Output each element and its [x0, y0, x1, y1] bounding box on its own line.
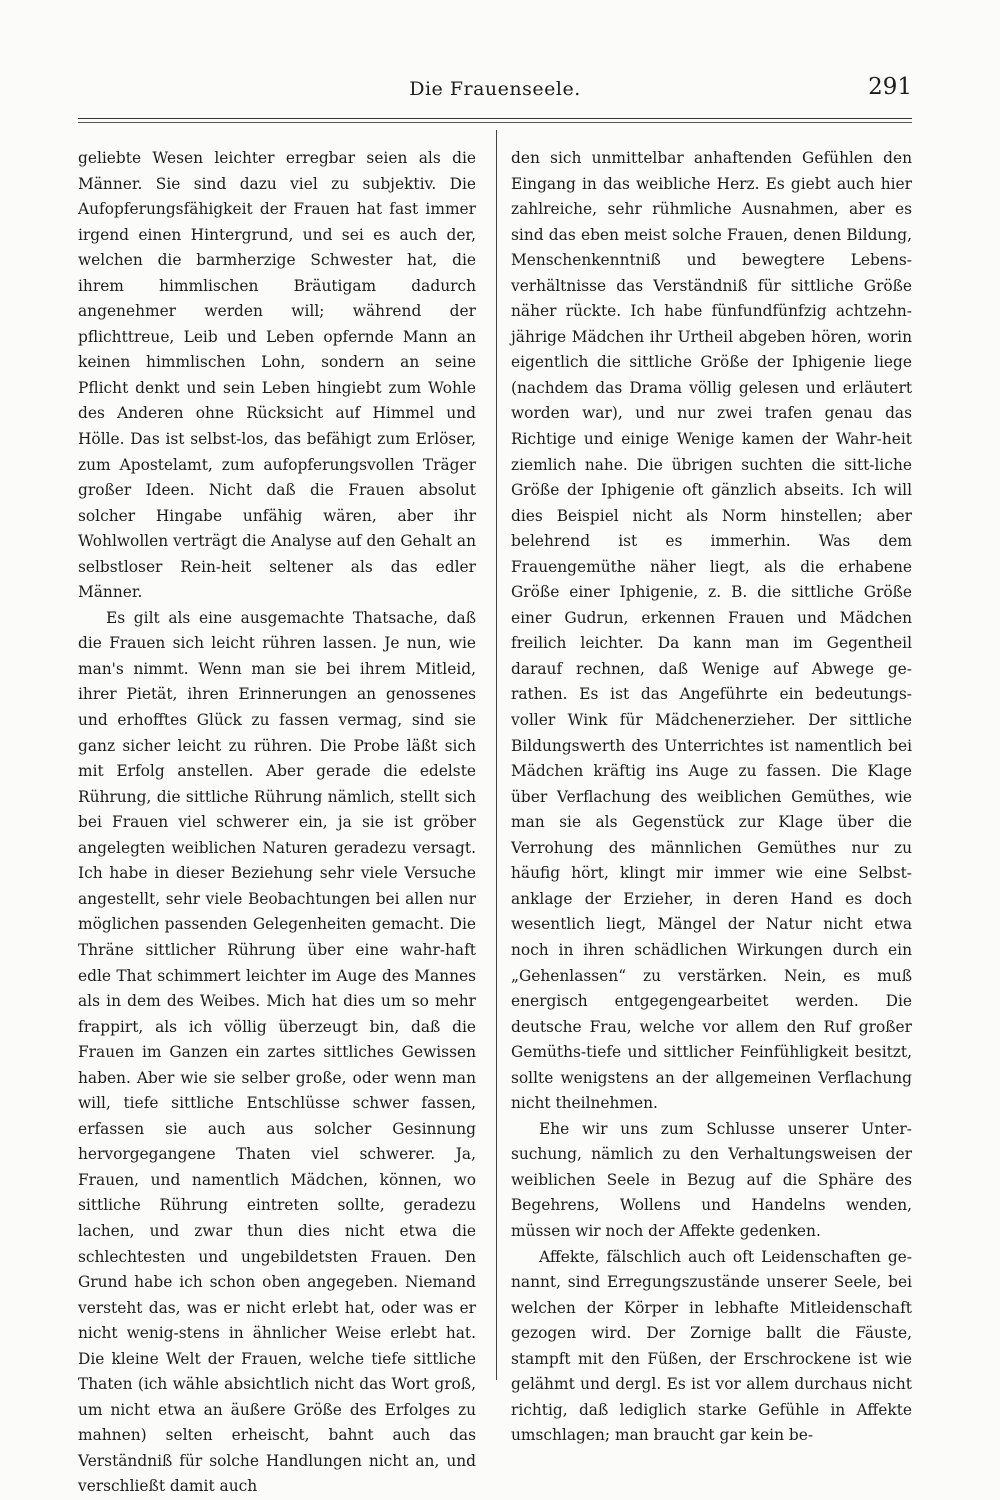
page-number: 291: [868, 74, 912, 100]
right-column: [511, 146, 912, 1445]
paragraph: Es gilt als eine ausgemachte Thatsache, daß die Frauen sich leicht rühren lassen. Je nun, wie man's nimmt. Wenn man sie bei ihrem Mitleid, ihrer Pietät, ihren Erinnerungen an genossenes und erhofftes Glück zu fassen vermag, sind sie ganz sicher leicht zu rühren. Die Probe läßt sich mit Erfolg anstellen. Aber gerade die edelste Rührung, die sittliche Rührung nämlich, stellt sich bei Frauen viel schwerer ein, ja sie ist gröber angelegten weiblichen Naturen geradezu versagt. Ich habe in dieser Beziehung sehr viele Versuche angestellt, sehr viele Beobachtungen bei allen nur möglichen passenden Gelegenheiten gemacht. Die Thräne sittlicher Rührung über eine wahr-haft edle That schimmert leichter im Auge des Mannes als in dem des Weibes. Mich hat dies um so mehr frappirt, als ich völlig überzeugt bin, daß die Frauen im Ganzen ein zartes sittliches Gewissen haben. Aber wie sie selber große, oder wenn man will, tiefe sittliche Entschlüsse schwer fassen, erfassen sie auch aus solcher Gesinnung hervorgegangene Thaten viel schwerer. Ja, Frauen, und namentlich Mädchen, können, wo sittliche Rührung eintreten sollte, geradezu lachen, und zwar thun dies nicht etwa die schlechtesten und ungebildetsten Frauen. Den Grund habe ich schon oben angegeben. Niemand versteht das, was er nicht erlebt hat, oder was er nicht wenig-stens in ähnlicher Weise erlebt hat. Die kleine Welt der Frauen, welche tiefe sittliche Thaten (ich wähle absichtlich nicht das Wort groß, um nicht etwa an äußere Größe des Erfolges zu mahnen) selten erheischt, bahnt auch das Verständniß für solche Handlungen nicht an, und verschließt damit auch: [78, 608, 476, 1496]
column-divider: [496, 130, 497, 1380]
left-column: [78, 146, 476, 1496]
paragraph: den sich unmittelbar anhaftenden Gefühlen den Eingang in das weibliche Herz. Es giebt auch hier zahlreiche, sehr rühmliche Ausnahmen, aber es sind das eben meist solche Frauen, denen Bildung, Menschenkenntniß und bewegtere Lebens-verhältnisse das Verständniß für sittliche Größe näher rückte. Ich habe fünfundfünfzig achtzehn-jährige Mädchen ihr Urtheil abgeben hören, worin eigentlich die sittliche Größe der Iphigenie liege (nachdem das Drama völlig gelesen und erläutert worden war), und nur zwei trafen genau das Richtige und einige Wenige kamen der Wahr-heit ziemlich nahe. Die übrigen suchten die sitt-liche Größe der Iphigenie oft gänzlich abseits. Ich will dies Beispiel nicht als Norm hinstellen; aber belehrend ist es immerhin. Was dem Frauengemüthe näher liegt, als die erhabene Größe einer Iphigenie, z. B. die sittliche Größe einer Gudrun, erkennen Frauen und Mädchen freilich leichter. Da kann man im Gegentheil darauf rechnen, daß Wenige auf Abwege ge-rathen. Es ist das Angeführte ein bedeutungs-voller Wink für Mädchenerzieher. Der sittliche Bildungswerth des Unterrichtes ist namentlich bei Mädchen kräftig ins Auge zu fassen. Die Klage über Verflachung des weiblichen Gemüthes, wie man sie als Gegenstück zur Klage über die Verrohung des männlichen Gemüthes nur zu häufig hört, klingt mir immer wie eine Selbst-anklage der Erzieher, in deren Hand es doch wesentlich liegt, Mängel der Natur nicht etwa noch in ihren schädlichen Wirkungen durch ein „Gehenlassen“ zu verstärken. Nein, es muß energisch entgegengearbeitet werden. Die deutsche Frau, welche vor allem den Ruf großer Gemüths-tiefe und sittlicher Feinfühligkeit besitzt, sollte wenigstens an der allgemeinen Verflachung nicht theilnehmen.: [511, 149, 912, 1113]
header-rule: [78, 118, 912, 123]
running-head: [78, 72, 912, 112]
paragraph: geliebte Wesen leichter erregbar seien als die Männer. Sie sind dazu viel zu subjektiv. Die Aufopferungsfähigkeit der Frauen hat fast immer irgend einen Hintergrund, und sei es auch der, welchen die barmherzige Schwester hat, die ihrem himmlischen Bräutigam dadurch angenehmer werden will; während der pflichttreue, Leib und Leben opfernde Mann an keinen himmlischen Lohn, sondern an seine Pflicht denkt und sein Leben hingiebt zum Wohle des Anderen ohne Rücksicht auf Himmel und Hölle. Das ist selbst-los, das befähigt zum Erlöser, zum Apostelamt, zum aufopferungsvollen Träger großer Ideen. Nicht daß die Frauen absolut solcher Hingabe unfähig wären, aber ihr Wohlwollen verträgt die Analyse auf den Gehalt an selbstloser Rein-heit seltener als das edler Männer.: [78, 149, 476, 602]
paragraph: Ehe wir uns zum Schlusse unserer Unter-suchung, nämlich zu den Verhaltungsweisen der weiblichen Seele in Bezug auf die Sphäre des Begehrens, Wollens und Handelns wenden, müssen wir noch der Affekte gedenken.: [511, 1119, 912, 1240]
paragraph: Affekte, fälschlich auch oft Leidenschaften ge-nannt, sind Erregungszustände unserer Seele, bei welchen der Körper in lebhafte Mitleidenschaft gezogen wird. Der Zornige ballt die Fäuste, stampft mit den Füßen, der Erschrockene ist wie gelähmt und dergl. Es ist vor allem durchaus nicht richtig, daß lediglich starke Gefühle in Affekte umschlagen; man braucht gar kein be-: [511, 1247, 912, 1445]
running-title: Die Frauenseele.: [409, 78, 581, 100]
